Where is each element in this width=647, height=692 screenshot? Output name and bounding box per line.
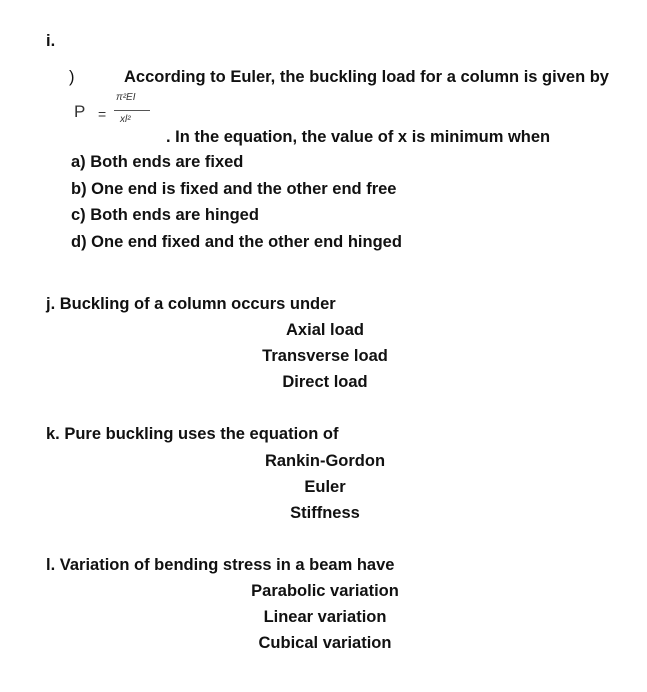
- question-j-option-2: Transverse load: [262, 347, 388, 365]
- question-l-option-2: Linear variation: [263, 608, 387, 626]
- option-d: d) One end fixed and the other end hinged: [71, 233, 402, 251]
- question-i-label: i.: [46, 32, 56, 50]
- question-j-option-1: Axial load: [286, 321, 364, 339]
- question-i-stem-continued: . In the equation, the value of x is minimum when: [166, 128, 551, 146]
- option-b: b) One end is fixed and the other end free: [71, 180, 397, 198]
- question-l-option-3: Cubical variation: [258, 634, 392, 652]
- fraction-bar: [114, 110, 150, 111]
- question-k-option-1: Rankin-Gordon: [264, 452, 386, 470]
- formula-equals: =: [98, 106, 107, 122]
- option-a: a) Both ends are fixed: [71, 153, 244, 171]
- question-k-option-2: Euler: [304, 478, 346, 496]
- bullet-marker: ): [69, 68, 75, 86]
- formula-numerator: π²EI: [116, 92, 136, 103]
- formula-denominator: xl²: [120, 114, 131, 125]
- question-k-option-3: Stiffness: [290, 504, 360, 522]
- question-j-option-3: Direct load: [282, 373, 368, 391]
- question-j: j. Buckling of a column occurs under: [46, 295, 336, 313]
- formula-lhs: P: [74, 102, 86, 121]
- question-k: k. Pure buckling uses the equation of: [46, 425, 339, 443]
- question-i-stem: According to Euler, the buckling load for a column is given by: [124, 68, 609, 86]
- question-l-option-1: Parabolic variation: [251, 582, 399, 600]
- question-l: l. Variation of bending stress in a beam have: [46, 556, 395, 574]
- option-c: c) Both ends are hinged: [71, 206, 259, 224]
